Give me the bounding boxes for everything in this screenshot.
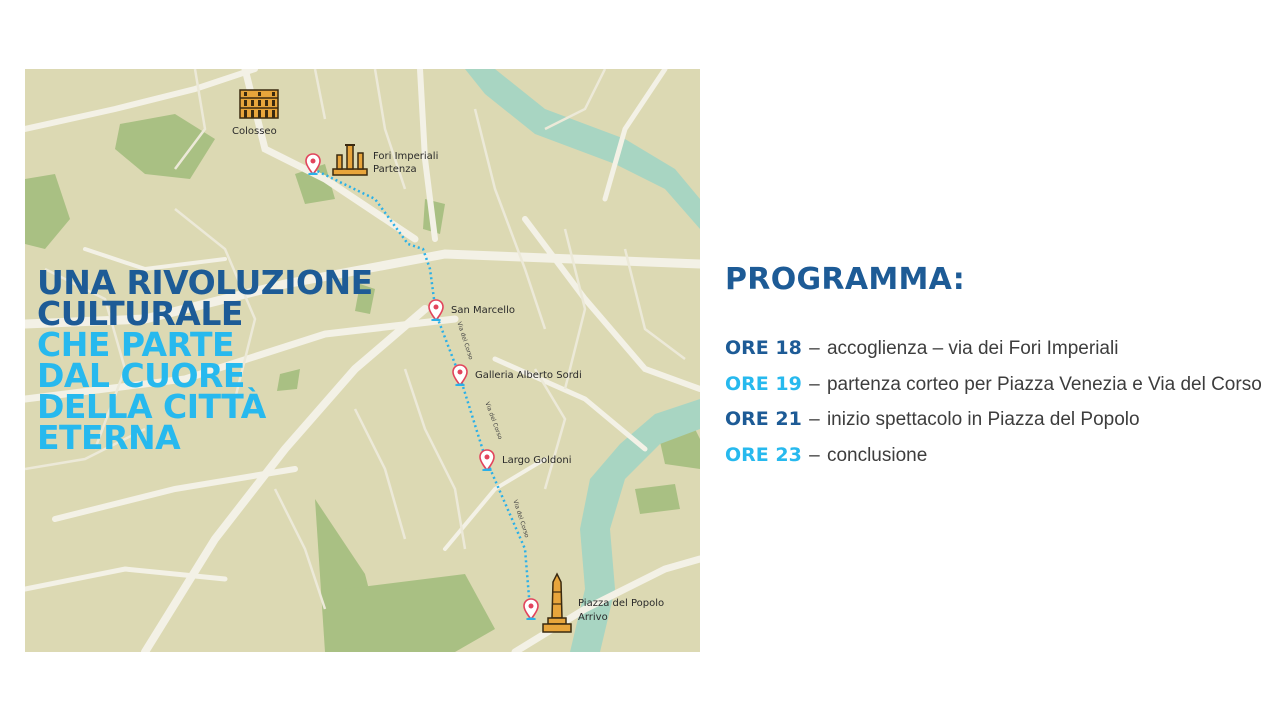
program-description: partenza corteo per Piazza Venezia e Via del Corso <box>826 373 1262 395</box>
program-item <box>725 438 1280 474</box>
location-pin-icon <box>479 449 495 471</box>
program-item <box>725 367 1280 403</box>
program-hour: ORE 18 <box>725 337 802 359</box>
label-fori-imperiali: Fori Imperiali <box>373 151 439 162</box>
program-title: PROGRAMMA: <box>725 262 966 297</box>
location-pin-icon <box>428 299 444 321</box>
program-item <box>725 402 1280 438</box>
location-pin-icon <box>305 153 321 175</box>
program-separator: – <box>803 373 825 395</box>
program-hour: ORE 23 <box>725 443 802 466</box>
location-pin-icon <box>523 598 539 620</box>
label-largo-goldoni: Largo Goldoni <box>502 455 572 466</box>
label-arrivo: Arrivo <box>578 612 608 623</box>
street-label-via-del-corso: Via del Corso <box>455 321 475 361</box>
street-label-via-del-corso: Via del Corso <box>511 499 531 539</box>
label-piazza-del-popolo: Piazza del Popolo <box>578 598 665 609</box>
headline <box>37 263 373 457</box>
street-label-via-del-corso: Via del Corso <box>483 401 504 441</box>
headline-line: CULTURALE <box>37 294 243 333</box>
program-separator: – <box>803 338 825 359</box>
program-item <box>725 331 1280 367</box>
label-galleria-alberto-sordi: Galleria Alberto Sordi <box>475 370 582 381</box>
location-pin-icon <box>452 364 468 386</box>
program-panel <box>725 262 1280 473</box>
ruins-icon <box>331 141 369 177</box>
route-map <box>25 69 700 652</box>
program-list <box>725 331 1280 473</box>
program-hour: ORE 19 <box>725 372 802 395</box>
program-description: accoglienza – via dei Fori Imperiali <box>826 338 1119 359</box>
label-colosseo: Colosseo <box>232 126 277 137</box>
headline-line: CHE PARTE <box>37 325 235 364</box>
program-separator: – <box>803 444 825 466</box>
program-separator: – <box>803 409 825 430</box>
obelisk-icon <box>539 572 575 634</box>
program-description: inizio spettacolo in Piazza del Popolo <box>826 409 1140 430</box>
colosseum-icon <box>236 86 282 122</box>
headline-line: ETERNA <box>37 418 181 457</box>
label-san-marcello: San Marcello <box>451 305 515 316</box>
headline-line: DELLA CITTÀ <box>37 387 266 426</box>
label-partenza: Partenza <box>373 164 417 175</box>
headline-line: UNA RIVOLUZIONE <box>37 263 373 302</box>
program-hour: ORE 21 <box>725 408 802 430</box>
program-description: conclusione <box>826 444 928 466</box>
headline-line: DAL CUORE <box>37 356 245 395</box>
